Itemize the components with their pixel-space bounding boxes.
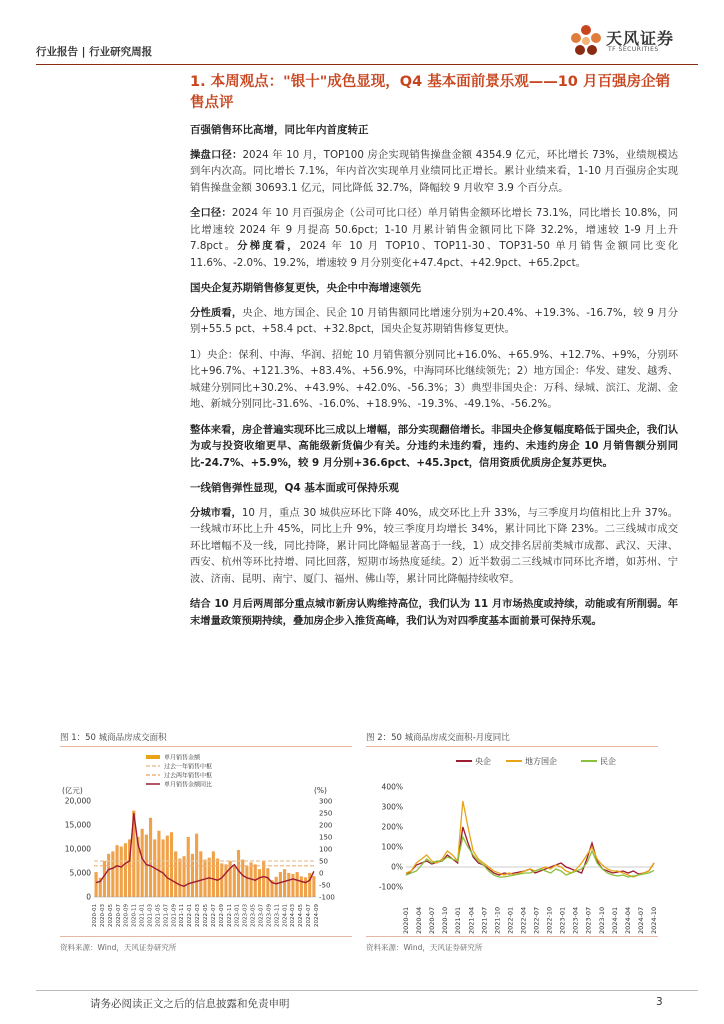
y-tick-label: 0% [391, 862, 403, 872]
x-tick-label: 2023-11 [274, 904, 281, 927]
report-category: 行业报告 | 行业研究周报 [36, 46, 153, 58]
x-tick-label: 2024-10 [650, 906, 658, 934]
p2-text2: 2024 年 10 月 TOP10、TOP11-30、TOP31-50 单月销售金额同比变化 11.6%、-2.0%、19.2%，增速较 9 月分别变化+47.4pct、+42.9pct、+65.2pct。 [190, 240, 678, 269]
x-tick-label: 2022-05 [203, 904, 209, 927]
x-tick-label: 2023-01 [558, 906, 567, 934]
bar [199, 851, 202, 897]
legend-label-1: 过去一年销售中枢 [164, 763, 213, 771]
legend-label-2: 过去两年销售中枢 [164, 772, 213, 780]
y-tick-label: 400% [381, 782, 403, 792]
x-tick-label: 2020-04 [415, 906, 424, 934]
article-body [190, 72, 678, 638]
x-tick-label: 2024-04 [623, 906, 632, 934]
x-tick-label: 2021-11 [179, 904, 186, 927]
figure-1-source-rule [60, 936, 352, 937]
legend-label-2: 民企 [600, 757, 616, 766]
y2-tick-label: 0 [319, 869, 324, 878]
bar [162, 839, 165, 897]
header-rule [36, 64, 698, 65]
x-tick-label: 2023-10 [597, 906, 606, 934]
figure-2 [366, 731, 658, 946]
y-tick-label: 0 [86, 892, 91, 902]
bar [304, 877, 307, 897]
x-tick-label: 2022-07 [210, 904, 217, 927]
bar [157, 831, 160, 897]
y-tick-label: 100% [381, 842, 403, 852]
paragraph-1 [190, 147, 678, 197]
paragraph-3 [190, 305, 678, 338]
x-tick-label: 2021-07 [480, 906, 489, 934]
x-tick-label: 2021-04 [467, 906, 476, 934]
y2-axis-label: (%) [314, 786, 327, 795]
paragraph-5: 整体来看，房企普遍实现环比三成以上增幅，部分实现翻倍增长。非国央企修复幅度略低于国央企，我们认为或与投资收缩更早、高能级新货偏少有关。分违约未违约看，违约、未违约房企 10 月销售额分别同比-24.7%、+5.9%，较 9 月分别+36.6pct、+45.3pct，信用资质优质房企复苏更快。 [190, 423, 678, 469]
bar [233, 866, 236, 897]
x-tick-label: 2022-10 [545, 906, 554, 934]
y-axis-label: (亿元) [62, 786, 83, 795]
bar [149, 818, 152, 897]
legend-label-0: 单月销售金额 [164, 754, 201, 762]
bar [95, 872, 98, 897]
x-tick-label: 2023-01 [234, 904, 241, 927]
x-tick-label: 2023-03 [242, 904, 249, 927]
figure-1-chart [60, 747, 352, 942]
paragraph-2 [190, 205, 678, 271]
x-tick-label: 2022-04 [519, 906, 528, 934]
bar [170, 832, 173, 897]
x-tick-label: 2021-01 [139, 904, 146, 927]
x-tick-label: 2020-05 [107, 904, 114, 927]
x-tick-label: 2022-09 [218, 904, 225, 927]
p6-label: 分城市看， [190, 506, 242, 519]
subheading-2: 国央企复苏期销售修复更快，央企中中海增速领先 [190, 282, 421, 294]
bar [187, 837, 190, 897]
p2-label: 全口径： [190, 207, 232, 219]
bar [178, 859, 181, 897]
p3-label: 分性质看， [190, 306, 243, 319]
x-tick-label: 2021-07 [163, 904, 170, 927]
figure-2-chart [366, 747, 658, 942]
bar [296, 872, 299, 897]
x-tick-label: 2023-04 [571, 906, 580, 934]
y2-tick-label: 250 [319, 809, 333, 818]
bar [279, 872, 282, 897]
x-tick-label: 2023-07 [584, 906, 593, 934]
x-tick-label: 2021-09 [171, 904, 178, 927]
bar [212, 851, 215, 897]
bar [124, 843, 127, 897]
bar [174, 851, 177, 897]
x-tick-label: 2020-01 [402, 906, 410, 934]
y2-tick-label: 100 [319, 845, 333, 854]
x-tick-label: 2022-03 [195, 904, 202, 927]
figure-2-caption: 图 2：50 城商品房成交面积-月度同比 [366, 731, 658, 747]
x-tick-label: 2024-05 [298, 904, 305, 927]
figure-1-source: 资料来源：Wind，天风证券研究所 [60, 943, 177, 952]
brand-name: 天风证券 [606, 29, 675, 48]
p2-label2: 分梯度看， [237, 240, 300, 252]
p3-text: 央企、地方国企、民企 10 月销售额同比增速分别为+20.4%、+19.3%、-16.7%，较 9 月分别+55.5 pct、+58.4 pct、+32.8pct，国央企复苏期销售修复更快。 [190, 306, 678, 335]
bar [266, 868, 269, 897]
y2-tick-label: 300 [319, 797, 333, 806]
brand-name-en: TF SECURITIES [608, 46, 659, 53]
y-tick-label: 200% [381, 822, 403, 832]
y-tick-label: -100% [378, 882, 403, 892]
subheading-1: 百强销售环比高增，同比年内首度转正 [190, 124, 369, 136]
legend-label-3: 单月销售金额同比 [164, 781, 213, 789]
x-tick-label: 2023-05 [250, 904, 257, 927]
bar [107, 854, 110, 897]
bar [300, 876, 303, 897]
bar [245, 866, 248, 897]
bar [275, 877, 278, 897]
bar [312, 876, 315, 897]
bar [237, 850, 240, 897]
bar [120, 847, 123, 897]
x-tick-label: 2024-07 [306, 904, 313, 927]
y2-tick-label: -50 [319, 881, 331, 890]
paragraph-7: 结合 10 月后两周部分重点城市新房认购维持高位，我们认为 11 月市场热度或持续，动能或有所削弱。年末增量政策预期持续，叠加房企步入推货高峰，我们认为对四季度基本面前景可保持乐观。 [190, 598, 678, 627]
x-tick-label: 2024-03 [290, 904, 297, 927]
bar [241, 860, 244, 897]
footer-rule [36, 990, 698, 991]
bar [191, 854, 194, 897]
bar [220, 863, 223, 897]
x-tick-label: 2021-03 [147, 904, 154, 927]
bar [111, 851, 114, 897]
y-tick-label: 300% [381, 802, 403, 812]
x-tick-label: 2022-07 [532, 906, 541, 934]
x-tick-label: 2020-07 [115, 904, 122, 927]
figure-1-caption: 图 1：50 城商品房成交面积 [60, 731, 352, 747]
legend-label-0: 央企 [475, 757, 491, 766]
brand-logo [568, 22, 698, 62]
p2-text: 2024 年 10 月百强房企（公司可比口径）单月销售金额环比增长 73.1%，同比增长 10.8%，同比增速较 2024 年 9 月提高 50.6pct；1-10 月累计销售金额同比下降 32.2%，增速较 1-9 月上升 7.8pct。 [190, 207, 679, 252]
x-tick-label: 2020-03 [99, 904, 106, 927]
bar [224, 864, 227, 897]
legend-label-1: 地方国企 [525, 757, 557, 766]
page-number: 3 [656, 996, 663, 1008]
p6-text: 10 月，重点 30 城供应环比下降 40%，成交环比上升 33%，与三季度月均值相比上升 37%。一线城市环比上升 45%，同比上升 9%，较三季度月均增长 34%，累计同比下降 23%。二三线城市成交环比增幅不及一线，同比持降，累计同比降幅显著高于一线，1）成交排名居前类城市成都、武汉、天津、西安、杭州等环比持增、同比回落，短期市场热度延续。2）近半数弱二三线城市同环比齐增，如苏州、宁波、济南、昆明、南宁、厦门、福州、佛山等，累计同比降幅持续收窄。 [190, 506, 678, 585]
y2-tick-label: -100 [319, 893, 335, 902]
bar [141, 829, 144, 897]
bar [216, 859, 219, 897]
x-tick-label: 2022-11 [226, 904, 233, 927]
x-tick-label: 2020-01 [92, 904, 98, 927]
p1-label: 操盘口径： [190, 148, 243, 161]
y-tick-label: 15,000 [64, 820, 91, 830]
paragraph-4: 1）央企：保利、中海、华润、招蛇 10 月销售额分别同比+16.0%、+65.9%、+12.7%、+9%，分别环比+96.7%、+121.3%、+83.4%、+56.9%，中海同环比继续领先；2）地方国企：华发、建发、越秀、城建分别同比+30.2%、+43.9%、+42.0%、-56.3%；3）典型非国央企：万科、绿城、滨江、龙湖、金地、新城分别同比-31.6%、-16.0%、+18.9%、-19.3%、-49.1%、-56.2%。 [190, 348, 678, 410]
subheading-3: 一线销售弹性显现，Q4 基本面或可保持乐观 [190, 482, 399, 494]
bar [291, 874, 294, 897]
bar [115, 845, 118, 897]
x-tick-label: 2020-10 [441, 906, 450, 934]
x-tick-label: 2021-01 [454, 906, 463, 934]
x-tick-label: 2023-07 [258, 904, 265, 927]
figure-1 [60, 731, 352, 946]
x-tick-label: 2023-09 [266, 904, 273, 927]
x-tick-label: 2020-07 [428, 906, 437, 934]
x-tick-label: 2021-10 [493, 906, 502, 934]
x-tick-label: 2021-05 [155, 904, 162, 927]
bar [283, 869, 286, 897]
x-tick-label: 2022-01 [506, 906, 515, 934]
y-tick-label: 20,000 [64, 796, 91, 806]
footer-disclaimer: 请务必阅读正文之后的信息披露和免责申明 [90, 998, 290, 1010]
figure-2-source-rule [366, 936, 658, 937]
p1-text: 2024 年 10 月，TOP100 房企实现销售操盘金额 4354.9 亿元，环比增长 73%，业绩规模达到年内次高。同比增长 7.1%，年内首次实现单月业绩同比正增长。累计业绩来看，1-10 月百强房企实现销售操盘金额 30693.1 亿元，同比降低 32.7%，降幅较 9 月收窄 3.9 个百分点。 [190, 148, 679, 194]
bar [262, 861, 265, 897]
series-line-1 [406, 801, 654, 877]
bar [287, 873, 290, 897]
x-tick-label: 2024-01 [610, 906, 619, 934]
x-tick-label: 2020-11 [131, 904, 138, 927]
bar [258, 869, 261, 897]
figure-2-source: 资料来源：Wind，天风证券研究所 [366, 943, 483, 952]
brand-flower-icon [568, 22, 604, 60]
x-tick-label: 2024-07 [636, 906, 645, 934]
section-title: 1. 本周观点："银十"成色显现，Q4 基本面前景乐观——10 月百强房企销售点评 [190, 74, 670, 111]
series-line-0 [406, 827, 654, 875]
bar [103, 861, 106, 897]
paragraph-6 [190, 505, 678, 588]
y2-tick-label: 150 [319, 833, 333, 842]
x-tick-label: 2020-09 [123, 904, 130, 927]
x-tick-label: 2024-09 [314, 904, 320, 927]
x-tick-label: 2024-01 [282, 904, 289, 927]
y-tick-label: 10,000 [64, 844, 91, 854]
y2-tick-label: 200 [319, 821, 333, 830]
y2-tick-label: 50 [319, 857, 328, 866]
bar [182, 856, 185, 897]
y-tick-label: 5,000 [69, 868, 91, 878]
x-tick-label: 2022-01 [187, 904, 194, 927]
